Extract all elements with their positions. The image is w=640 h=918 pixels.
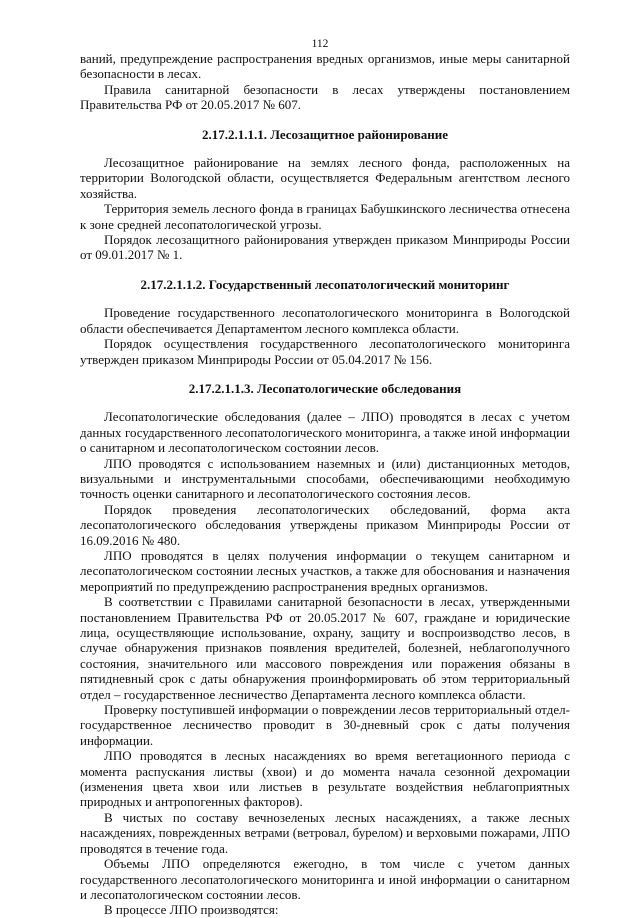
paragraph: В соответствии с Правилами санитарной безопасности в лесах, утвержденными постановлением Правительства РФ от 20.05.2017 № 607, граждане и юридические лица, осуществляющие использование, охрану, защиту и воспроизводство лесов, в случае обнаружения признаков появления вредителей, болезней, неблагополучного состояния, значительного или массового повреждения или поражения обязаны в пятидневный срок с даты обнаружения проинформировать об этом территориальный отдел – государственное лесничество Департамента лесного комплекса области. <box>80 594 570 702</box>
paragraph: В процессе ЛПО производятся: <box>104 902 279 918</box>
paragraph: ЛПО проводятся с использованием наземных и (или) дистанционных методов, визуальными и инструментальными способами, обеспечивающими необходимую точность оценки санитарного и лесопатологического состояния лесов. <box>80 455 570 502</box>
paragraph: В чистых по составу вечнозеленых лесных насаждениях, а также лесных насаждениях, поврежденных ветрами (ветровал, бурелом) и верховыми пожарами, ЛПО проводятся в течение года. <box>80 809 570 856</box>
paragraph: Лесопатологические обследования (далее – ЛПО) проводятся в лесах с учетом данных государственного лесопатологического мониторинга, а также иной информации о санитарном и лесопатологическом состоянии лесов. <box>80 409 570 456</box>
paragraph: Порядок проведения лесопатологических обследований, форма акта лесопатологического обследования утверждены приказом Минприроды России от 16.09.2016 № 480. <box>80 501 570 548</box>
section-heading-3: 2.17.2.1.1.3. Лесопатологические обследования <box>188 380 462 396</box>
paragraph: Территория земель лесного фонда в границах Бабушкинского лесничества отнесена к зоне средней лесопатологической угрозы. <box>80 201 570 232</box>
paragraph: Проверку поступившей информации о повреждении лесов территориальный отдел-государственное лесничество проводит в 30-дневный срок с даты получения информации. <box>80 702 570 748</box>
paragraph: Лесозащитное районирование на землях лесного фонда, расположенных на территории Вологодской области, осуществляется Федеральным агентством лесного хозяйства. <box>80 155 570 201</box>
page-content <box>80 51 570 918</box>
section-heading-1: 2.17.2.1.1.1. Лесозащитное районирование <box>201 126 448 142</box>
paragraph: ваний, предупреждение распространения вредных организмов, иные меры санитарной безопасности в лесах. <box>80 51 570 82</box>
section-heading-2: 2.17.2.1.1.2. Государственный лесопатологический мониторинг <box>140 276 510 292</box>
paragraph: Объемы ЛПО определяются ежегодно, в том числе с учетом данных государственного лесопатологического мониторинга и иной информации о санитарном и лесопатологическом состоянии лесов. <box>80 856 570 902</box>
paragraph: ЛПО проводятся в лесных насаждениях во время вегетационного периода с момента распускания листвы (хвои) и до момента начала сезонной дехромации (изменения цвета хвои или листьев в результате воздействия неблагоприятных природных и антропогенных факторов). <box>80 748 570 810</box>
paragraph: Проведение государственного лесопатологического мониторинга в Вологодской области обеспечивается Департаментом лесного комплекса области. <box>80 305 570 336</box>
paragraph: Правила санитарной безопасности в лесах утверждены постановлением Правительства РФ от 20.05.2017 № 607. <box>80 81 570 113</box>
paragraph: ЛПО проводятся в целях получения информации о текущем санитарном и лесопатологическом состоянии лесных участков, а также для обоснования и назначения мероприятий по предупреждению распространения вредных организмов. <box>80 547 570 594</box>
paragraph: Порядок осуществления государственного лесопатологического мониторинга утвержден приказом Минприроды России от 05.04.2017 № 156. <box>80 336 570 367</box>
paragraph: Порядок лесозащитного районирования утвержден приказом Минприроды России от 09.01.2017 № 1. <box>80 232 570 263</box>
page-number: 112 <box>311 38 329 50</box>
